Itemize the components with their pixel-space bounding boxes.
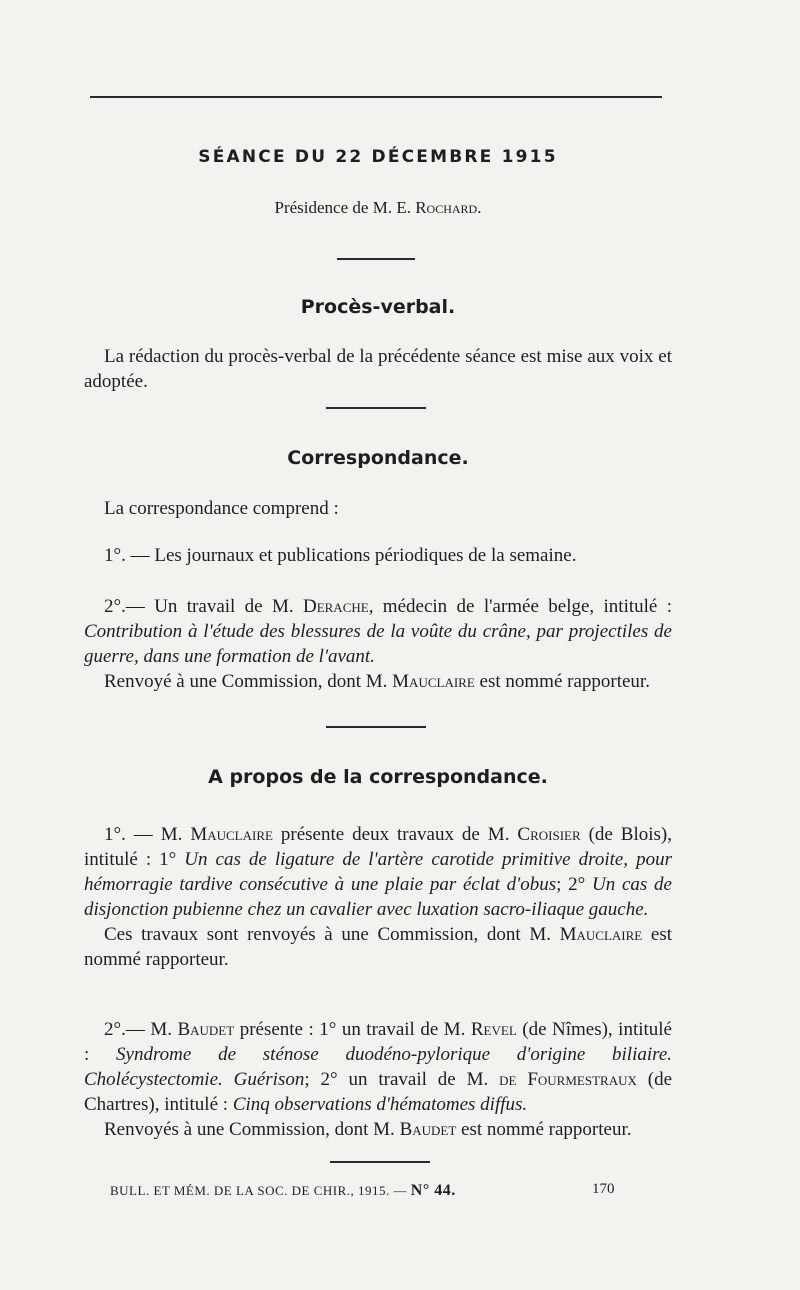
work-title: Un cas de disjonction pubienne chez un cavalier avec luxation sacro-iliaque gauche. (84, 874, 672, 920)
page-number: 170 (592, 1181, 615, 1197)
text-run: est nommé rapporteur. (474, 671, 650, 692)
text-run: est nommé rapporteur. (456, 1119, 632, 1140)
text-run: Renvoyé à une Commission, dont M. (104, 671, 393, 692)
top-rule (90, 96, 662, 98)
proces-verbal-text (84, 344, 672, 394)
work-title: Cinq observations d'hématomes diffus. (232, 1094, 528, 1115)
proces-verbal-paragraph: La rédaction du procès-verbal de la précédente séance est mise aux voix et adoptée. (84, 346, 672, 392)
presidence-prefix: Présidence de M. E. (274, 198, 411, 217)
correspondance-item-1-text: 1°. — Les journaux et publications périodiques de la semaine. (104, 545, 577, 566)
correspondance-intro (84, 496, 672, 521)
author-name: de Fourmestraux (499, 1069, 637, 1090)
text-run: 1°. — M. (104, 824, 191, 845)
text-run: 2°.— Un travail de M. (104, 596, 303, 617)
presidence-line (84, 198, 672, 218)
a-propos-item-1 (84, 822, 672, 972)
rapporteur-name: Mauclaire (392, 671, 475, 692)
work-title: Syndrome de sténose duodéno-pylorique d'origine biliaire. Cholécystectomie. Guérison (84, 1044, 673, 1090)
text-run: ; 2° (556, 874, 592, 895)
text-run: (de Chartres), intitulé : (84, 1069, 672, 1115)
separator-rule (326, 407, 426, 409)
rapporteur-name: Baudet (399, 1119, 457, 1140)
text-run: présente deux travaux de M. (272, 824, 518, 845)
author-name: Baudet (177, 1019, 235, 1040)
text-run: Ces travaux sont renvoyés à une Commission, dont M. (104, 924, 560, 945)
footer-citation (110, 1182, 456, 1200)
heading-correspondance: Correspondance. (287, 447, 469, 469)
text-run: ; 2° un travail de M. (304, 1069, 500, 1090)
text-run: est nommé rapporteur. (84, 924, 672, 970)
correspondance-item-1 (84, 543, 672, 568)
session-title: SÉANCE DU 22 DÉCEMBRE 1915 (198, 147, 558, 167)
text-run: (de Blois), intitulé : 1° (84, 824, 672, 870)
author-name: Croisier (517, 824, 581, 845)
footer-issue-number: N° 44. (410, 1182, 456, 1199)
heading-proces-verbal: Procès-verbal. (300, 296, 456, 318)
author-name: Derache (302, 596, 369, 617)
text-run: 2°.— M. (104, 1019, 178, 1040)
author-name: Mauclaire (190, 824, 273, 845)
presidence-suffix: . (477, 198, 482, 217)
separator-rule (326, 726, 426, 728)
rapporteur-name: Mauclaire (559, 924, 643, 945)
separator-rule (337, 258, 415, 260)
text-run: (de Nîmes), intitulé : (84, 1019, 672, 1065)
work-title: Contribution à l'étude des blessures de la voûte du crâne, par projectiles de guerre, dans une formation de l'avant. (84, 621, 672, 667)
separator-rule (330, 1161, 430, 1163)
correspondance-intro-text: La correspondance comprend : (104, 498, 339, 519)
president-name: Rochard (415, 198, 478, 217)
work-title: Un cas de ligature de l'artère carotide primitive droite, pour hémorragie tardive consécutive à une plaie par éclat d'obus (84, 849, 672, 895)
text-run: , médecin de l'armée belge, intitulé : (368, 596, 672, 617)
author-name: Revel (470, 1019, 517, 1040)
footer-journal: BULL. ET MÉM. DE LA SOC. DE CHIR., 1915. — (110, 1183, 411, 1198)
correspondance-item-2 (84, 594, 672, 694)
heading-a-propos: A propos de la correspondance. (208, 766, 548, 788)
text-run: Renvoyés à une Commission, dont M. (104, 1119, 400, 1140)
text-run: présente : 1° un travail de M. (234, 1019, 471, 1040)
a-propos-item-2 (84, 1017, 672, 1142)
